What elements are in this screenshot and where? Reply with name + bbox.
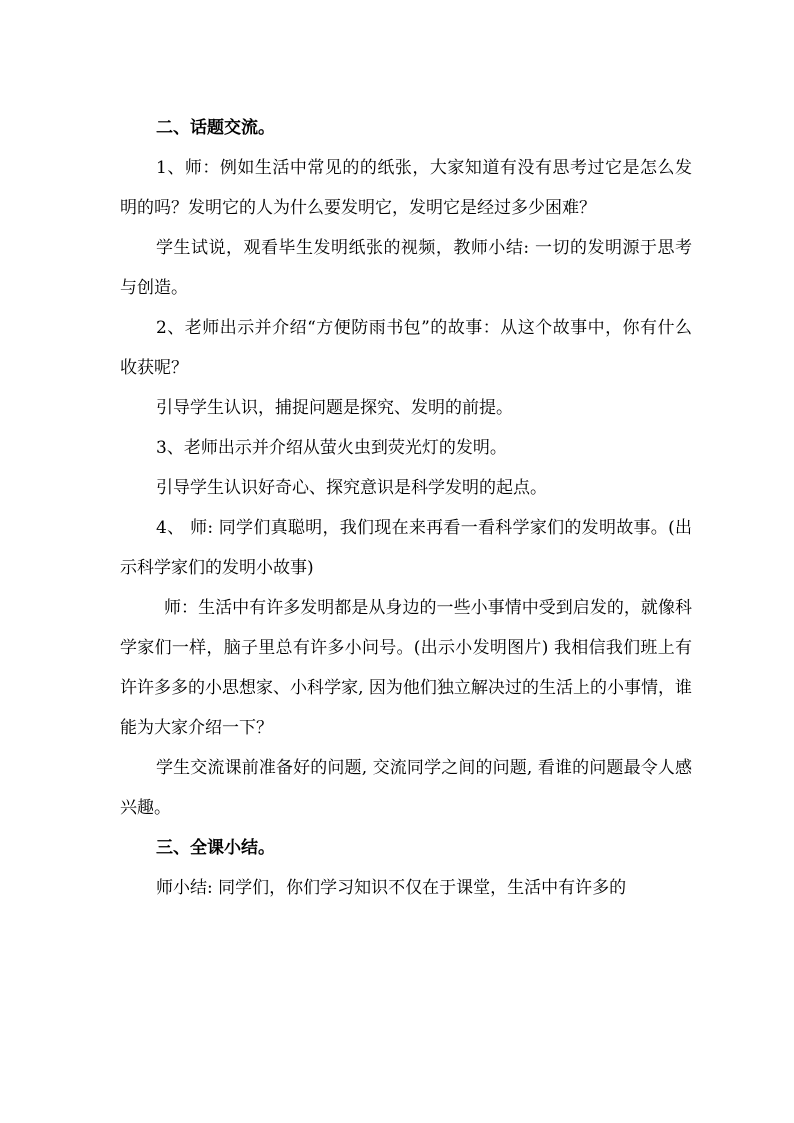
paragraph-8: 师：生活中有许多发明都是从身边的一些小事情中受到启发的，就像科学家们一样，脑子里总有许多小问号。(出示小发明图片) 我相信我们班上有许许多多的小思想家、小科学家, 因为他们独立解决过的生活上的小事情，谁能为大家介绍一下？ xyxy=(120,598,692,738)
section-heading-summary: 三、全课小结。 xyxy=(156,838,275,858)
paragraph-7: 4、 师: 同学们真聪明，我们现在来再看一看科学家们的发明故事。(出示科学家们的发明小故事) xyxy=(120,518,692,578)
paragraph-1: 1、师：例如生活中常见的的纸张，大家知道有没有思考过它是怎么发明的吗？发明它的人为什么要发明它，发明它是经过多少困难？ xyxy=(120,158,692,218)
paragraph-9: 学生交流课前准备好的问题, 交流同学之间的问题, 看谁的问题最令人感兴趣。 xyxy=(120,758,692,818)
paragraph-10: 师小结: 同学们，你们学习知识不仅在于课堂，生活中有许多的 xyxy=(156,878,627,898)
paragraph-5: 3、老师出示并介绍从萤火虫到荧光灯的发明。 xyxy=(156,438,507,458)
paragraph-4: 引导学生认识，捕捉问题是探究、发明的前提。 xyxy=(156,398,513,418)
paragraph-2: 学生试说，观看毕生发明纸张的视频，教师小结: 一切的发明源于思考与创造。 xyxy=(120,238,692,298)
section-heading-topic-discussion: 二、话题交流。 xyxy=(156,118,275,138)
paragraph-6: 引导学生认识好奇心、探究意识是科学发明的起点。 xyxy=(156,478,547,498)
document-page xyxy=(120,108,692,908)
paragraph-3: 2、老师出示并介绍“方便防雨书包”的故事：从这个故事中，你有什么收获呢？ xyxy=(120,318,692,378)
